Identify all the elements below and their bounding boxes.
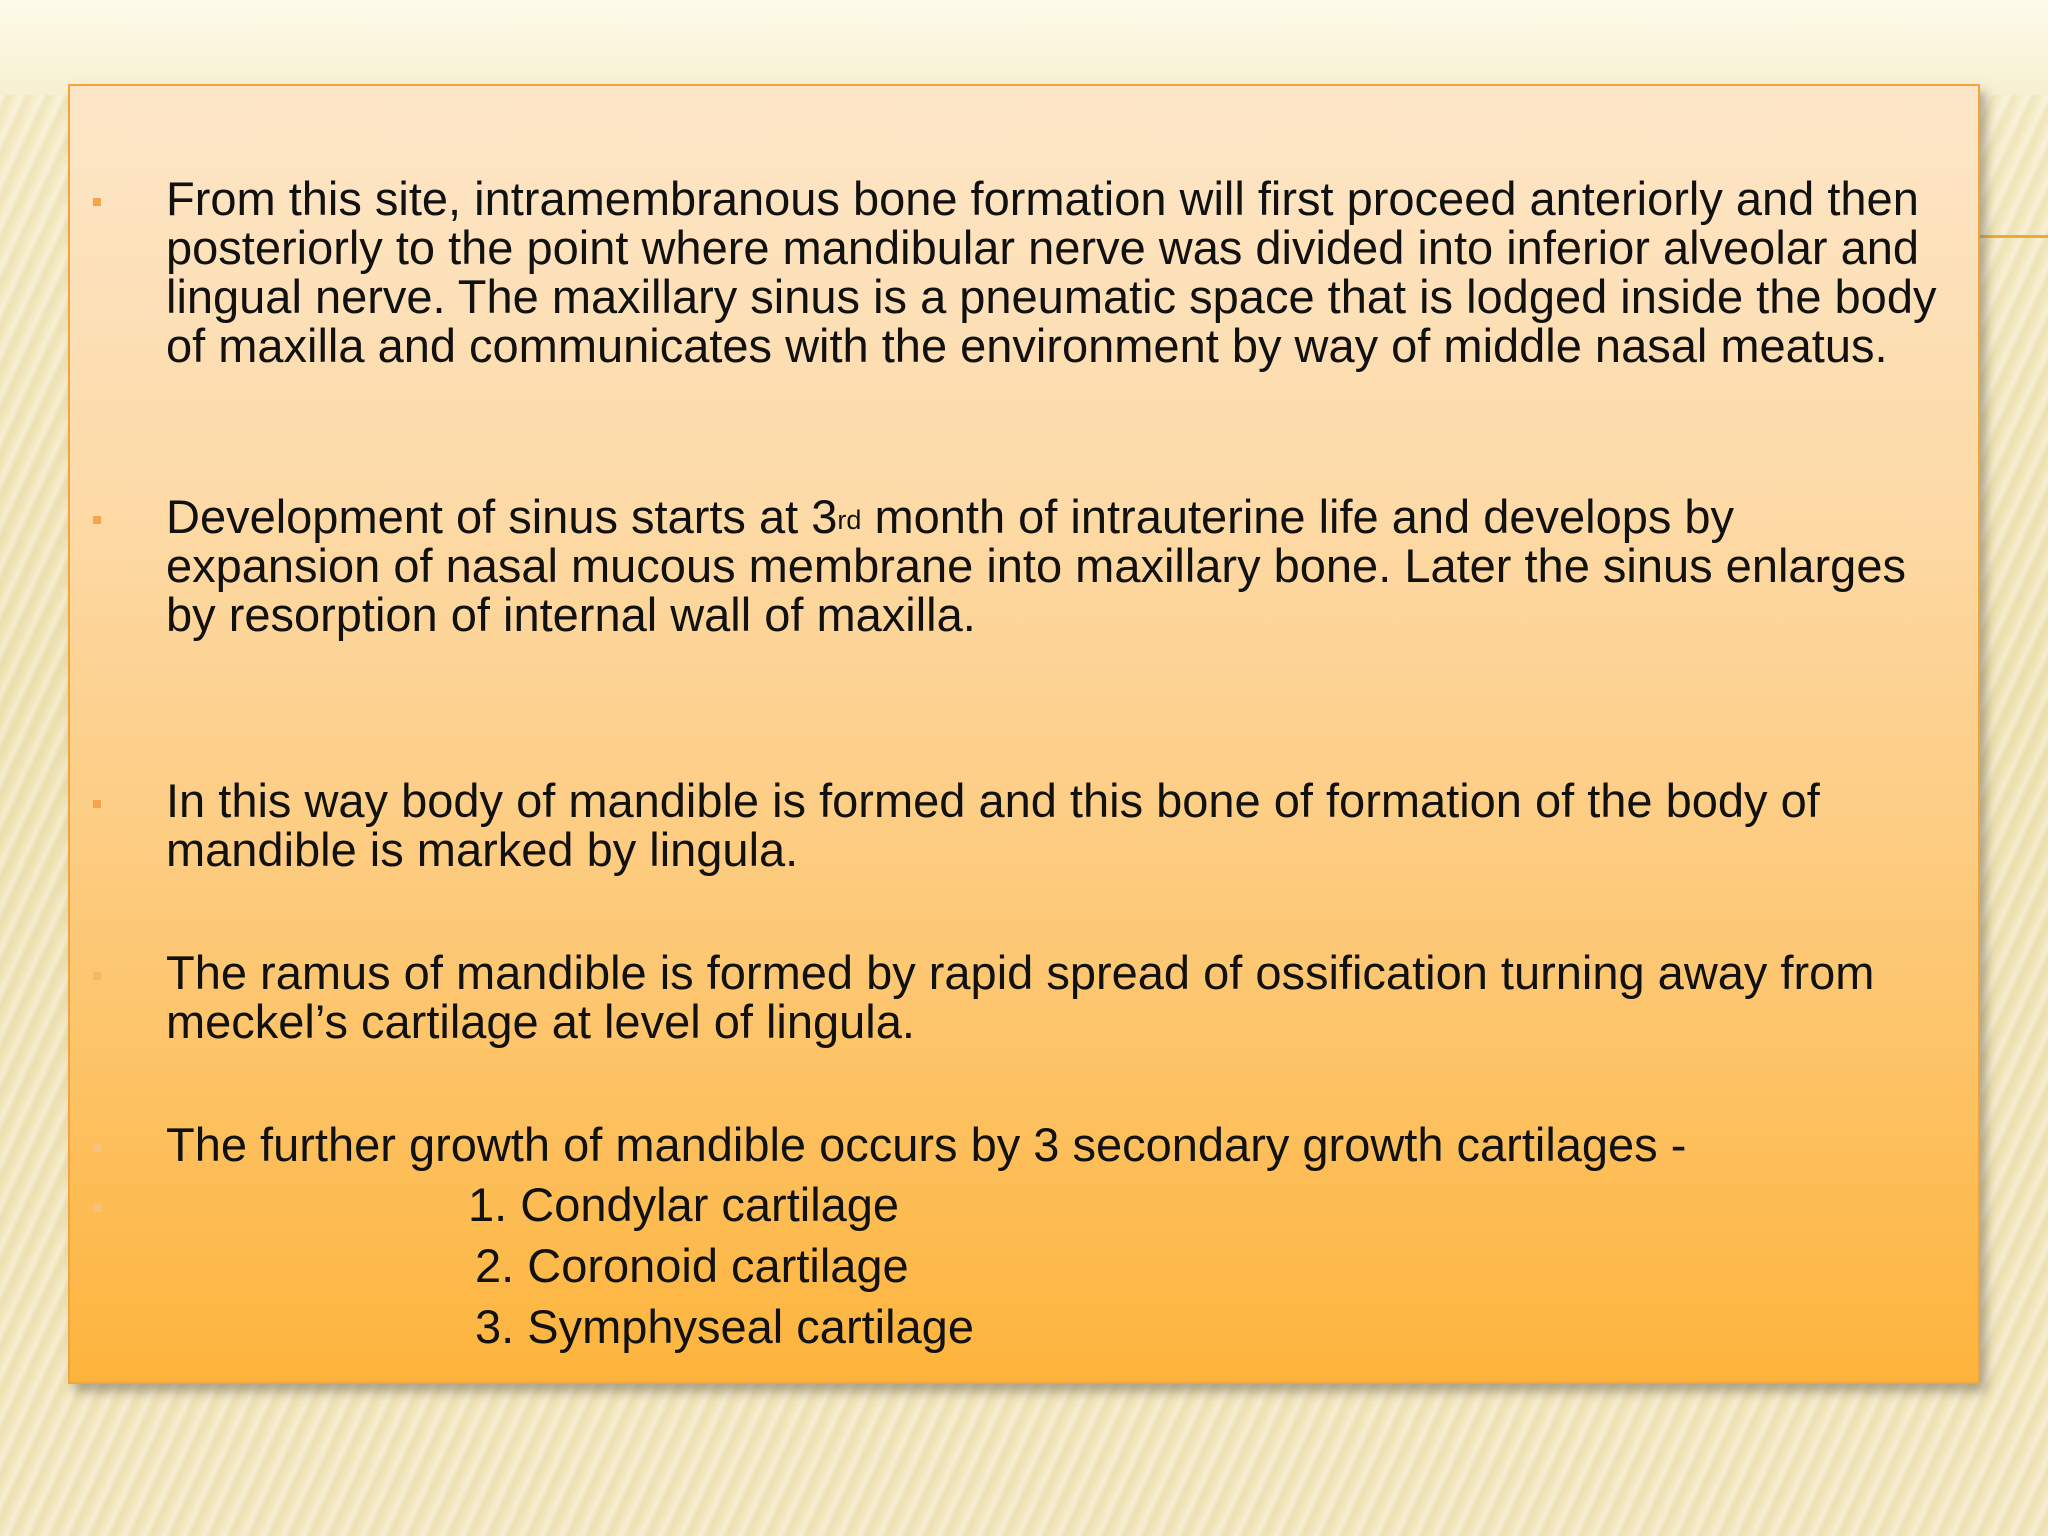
bullet-icon	[93, 972, 101, 980]
paragraph-4: The ramus of mandible is formed by rapid spread of ossification turning away from meckel’s cartilage at level of lingula.	[166, 946, 1875, 1048]
paragraph-1: From this site, intramembranous bone formation will first proceed anteriorly and then posteriorly to the point where mandibular nerve was divided into inferior alveolar and lingual nerve. The maxillary sinus is a pneumatic space that is lodged inside the body of maxilla and communicates with the environment by way of middle nasal meatus.	[166, 172, 1937, 372]
bullet-icon	[93, 198, 101, 206]
bullet-icon	[93, 1204, 101, 1212]
paragraph-2	[166, 492, 1956, 639]
accent-line	[1978, 235, 2048, 238]
ordinal-suffix: rd	[837, 505, 862, 535]
list-item-condylar: 1. Condylar cartilage	[468, 1178, 900, 1231]
list-item-symphyseal: 3. Symphyseal cartilage	[475, 1300, 974, 1353]
bullet-icon	[93, 800, 101, 808]
paragraph-2-text-start: Development of sinus starts at 3	[166, 490, 838, 543]
bullet-icon	[93, 516, 101, 524]
paragraph-3: In this way body of mandible is formed and this bone of formation of the body of mandible is marked by lingula.	[166, 774, 1820, 876]
list-item-coronoid: 2. Coronoid cartilage	[475, 1239, 909, 1292]
content-panel	[68, 84, 1980, 1384]
slide-top-band	[0, 0, 2048, 95]
paragraph-2-text-end: month of intrauterine life and develops by expansion of nasal mucous membrane into maxillary bone. Later the sinus enlarges by resorption of internal wall of maxilla.	[166, 490, 1906, 641]
paragraph-5: The further growth of mandible occurs by 3 secondary growth cartilages -	[166, 1118, 1687, 1171]
bullet-icon	[93, 1144, 101, 1152]
